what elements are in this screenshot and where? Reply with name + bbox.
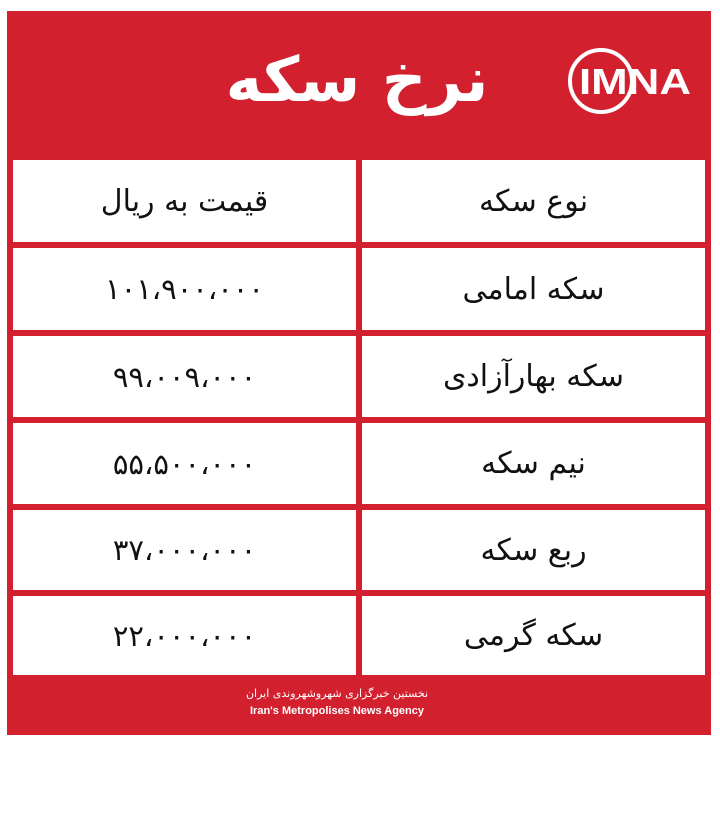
table-row-5-coin-type: سکه گرمی [362, 596, 705, 675]
price-table [10, 157, 708, 675]
table-row-1-price: ۱۰۱،۹۰۰،۰۰۰ [13, 248, 356, 330]
footer [7, 675, 711, 735]
table-row-2-price: ۹۹،۰۰۹،۰۰۰ [13, 336, 356, 417]
logo-text: IMNA [579, 61, 691, 102]
header [7, 11, 711, 157]
table-header-price: قیمت به ریال [13, 160, 356, 242]
imna-logo [565, 43, 701, 119]
table-row-4-price: ۳۷،۰۰۰،۰۰۰ [13, 510, 356, 590]
table-row-3-coin-type: نیم سکه [362, 423, 705, 504]
table-header-coin-type: نوع سکه [362, 160, 705, 242]
table-row-5-price: ۲۲،۰۰۰،۰۰۰ [13, 596, 356, 675]
table-row-1-coin-type: سکه امامی [362, 248, 705, 330]
table-row-3-price: ۵۵،۵۰۰،۰۰۰ [13, 423, 356, 504]
footer-tagline-en: Iran's Metropolises News Agency [250, 705, 424, 717]
table-row-4-coin-type: ربع سکه [362, 510, 705, 590]
footer-tagline-fa: نخستین خبرگزاری شهروشهروندی ایران [245, 687, 429, 700]
table-row-2-coin-type: سکه بهارآزادی [362, 336, 705, 417]
coin-price-card [7, 11, 711, 735]
page-title: نرخ سکه [225, 43, 489, 116]
